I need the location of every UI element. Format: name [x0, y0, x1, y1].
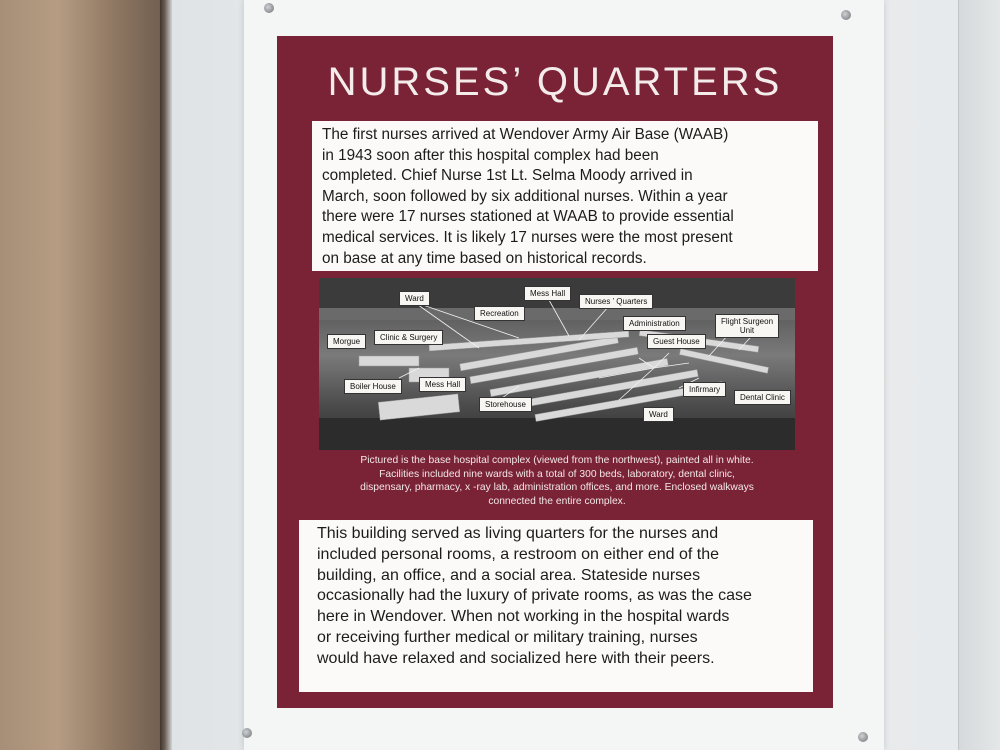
photo-label-ward-lower: Ward [643, 407, 674, 422]
photo-label-storehouse: Storehouse [479, 397, 532, 412]
photo-label-dental-clinic: Dental Clinic [734, 390, 791, 405]
sign-title: NURSES’ QUARTERS [327, 60, 783, 104]
photo-label-boiler-house: Boiler House [344, 379, 402, 394]
photo-label-mess-hall: Mess Hall [524, 286, 571, 301]
photo-label-mess-hall-lower: Mess Hall [419, 377, 466, 392]
wood-door-frame [0, 0, 165, 750]
photo-label-guest-house: Guest House [647, 334, 706, 349]
photo-label-nurses-quarters: Nurses ’ Quarters [579, 294, 653, 309]
photo-label-flight-surgeon-unit: Flight Surgeon Unit [715, 314, 779, 338]
intro-panel [312, 121, 818, 271]
body-text: This building served as living quarters for the nurses and included personal rooms, a restroom on either end of the building, an office, and a social area. Stateside nurses occasionally had the luxury of private rooms, as was the case here in Wendover. When not working in the hospital wards or receiving further medical or military training, nurses would have relaxed and socialized here with their peers. [317, 525, 752, 667]
photo-label-morgue: Morgue [327, 334, 366, 349]
screw-top-right [841, 10, 851, 20]
screw-bottom-right [858, 732, 868, 742]
photo-label-clinic-surgery: Clinic & Surgery [374, 330, 443, 345]
interpretive-sign [277, 36, 833, 708]
screw-top-left [264, 3, 274, 13]
door-frame-edge [160, 0, 172, 750]
photo-label-administration: Administration [623, 316, 686, 331]
aerial-photo-drawing [319, 278, 795, 450]
photo-label-infirmary: Infirmary [683, 382, 726, 397]
photo-caption: Pictured is the base hospital complex (viewed from the northwest), painted all in white. Facilities included nine wards with a total of 300 beds, laboratory, dental clinic, dispensary, pharmacy, x -ray lab, administration offices, and more. Enclosed walkways connected the entire complex. [360, 455, 754, 507]
aerial-photo [319, 278, 795, 450]
body-panel [299, 520, 813, 692]
wall-trim [958, 0, 1000, 750]
screw-bottom-left [242, 728, 252, 738]
photo-label-recreation: Recreation [474, 306, 525, 321]
photo-label-ward: Ward [399, 291, 430, 306]
intro-text: The first nurses arrived at Wendover Army Air Base (WAAB) in 1943 soon after this hospital complex had been completed. Chief Nurse 1st Lt. Selma Moody arrived in March, soon followed by six additional nurses. Within a year there were 17 nurses stationed at WAAB to provide essential medical services. It is likely 17 nurses were the most present on base at any time based on historical records. [322, 126, 734, 267]
